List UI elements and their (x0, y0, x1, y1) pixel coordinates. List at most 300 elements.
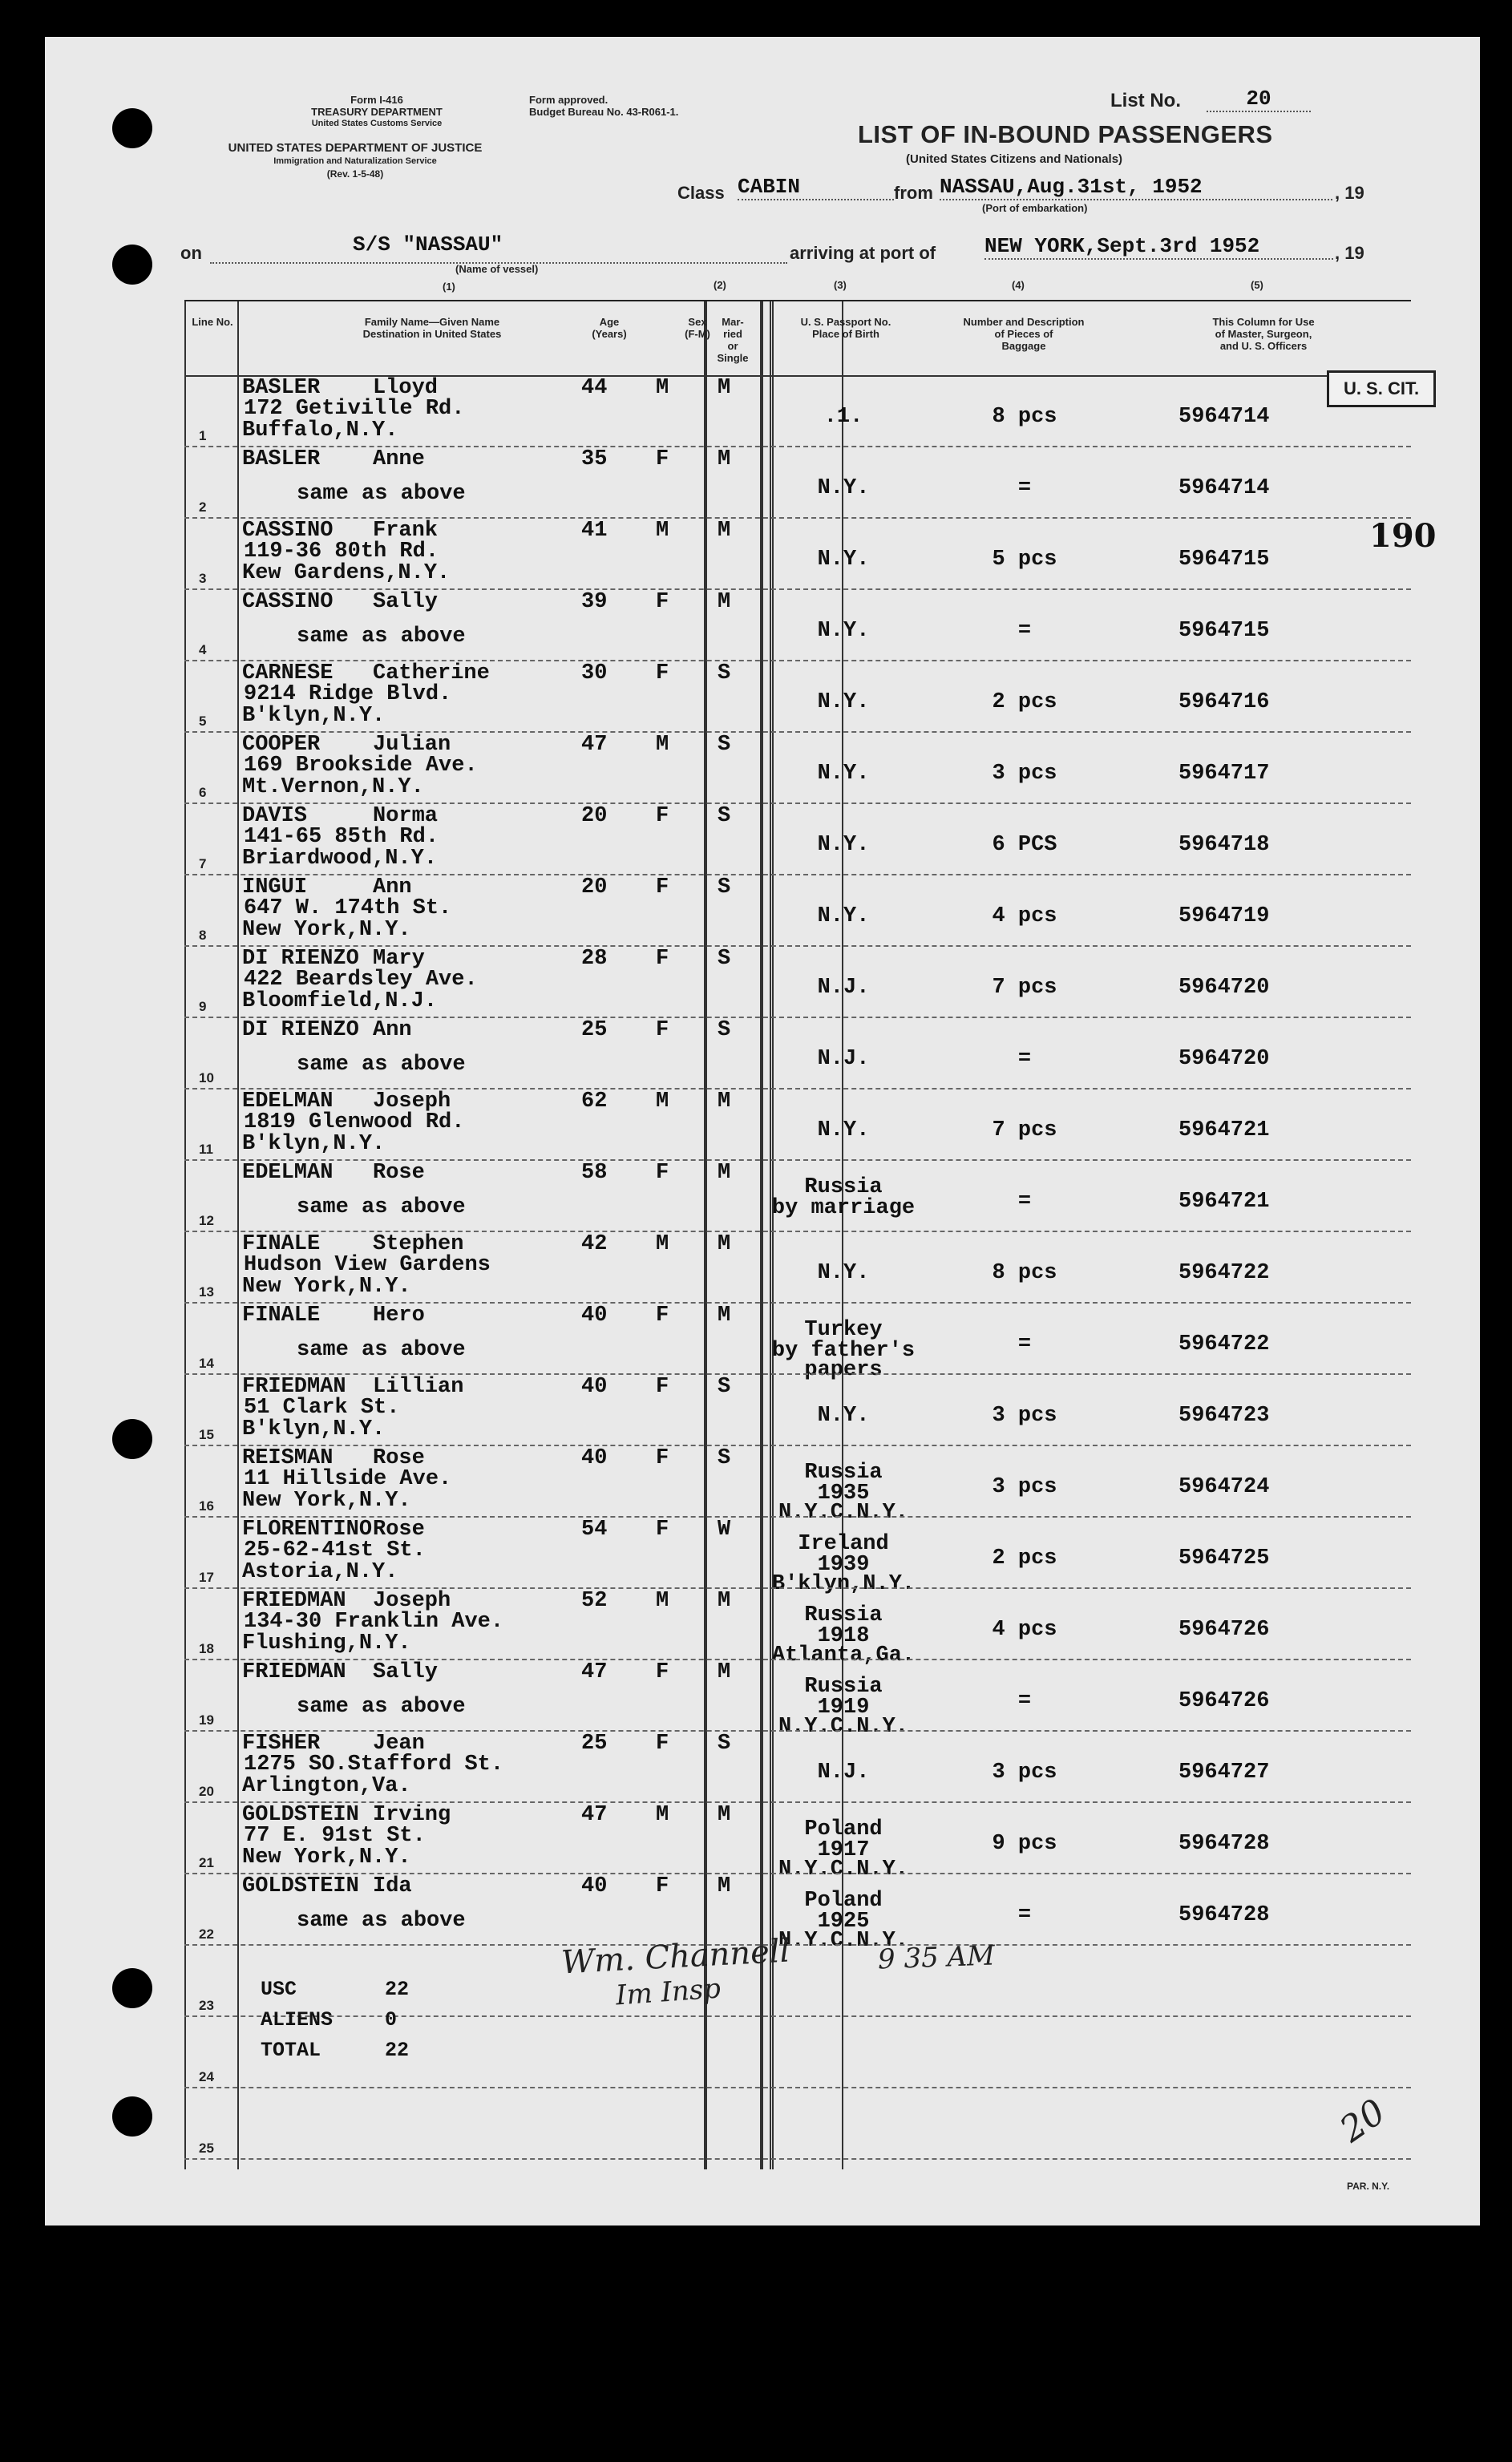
table-row (184, 1303, 1411, 1382)
total-value: 22 (385, 2039, 410, 2062)
cell-code: 5964728 (1178, 1903, 1270, 1927)
cell-code: 5964723 (1178, 1404, 1270, 1428)
cell-addr2: Arlington,Va. (242, 1774, 411, 1798)
line-number: 8 (199, 928, 207, 943)
cell-given: Joseph (373, 1589, 451, 1613)
cell-code: 5964726 (1178, 1618, 1270, 1642)
cell-addr2: Astoria,N.Y. (242, 1560, 398, 1584)
table-row (184, 1731, 1411, 1802)
cell-birth1: Russia (804, 1603, 883, 1627)
row-rule (184, 1944, 1411, 1946)
cell-age: 47 (581, 1660, 608, 1684)
cell-ms: M (718, 519, 731, 543)
cell-birth1: .1. (823, 405, 863, 429)
cell-addr1: same as above (297, 1338, 466, 1362)
cell-sex: F (656, 1018, 669, 1042)
cell-birth3: N.Y.C.N.Y. (778, 1929, 909, 1953)
cell-given: Julian (373, 733, 451, 757)
us-citizen-stamp: U. S. CIT. (1327, 370, 1436, 407)
col-num-3: (3) (834, 279, 847, 291)
class-label: Class (677, 183, 725, 203)
cell-surname: FRIEDMAN (242, 1589, 346, 1613)
cell-birth1: N.Y. (817, 1118, 870, 1142)
cell-ms: W (718, 1518, 731, 1542)
cell-addr1: same as above (297, 482, 466, 506)
cell-age: 52 (581, 1589, 608, 1613)
cell-code: 5964724 (1178, 1475, 1270, 1499)
line-number: 20 (199, 1784, 214, 1799)
cell-birth2: 1925 (817, 1910, 870, 1934)
cell-code: 5964720 (1178, 976, 1270, 1000)
cell-birth3: Atlanta,Ga. (771, 1643, 916, 1668)
cell-birth2: 1918 (817, 1624, 870, 1648)
punch-hole (112, 2096, 152, 2137)
list-no-label: List No. (1110, 90, 1181, 111)
totals-values (385, 1975, 409, 2066)
cell-given: Catherine (373, 661, 490, 685)
cell-ms: M (718, 1660, 731, 1684)
cell-birth3: N.Y.C.N.Y. (778, 1501, 909, 1525)
cell-age: 20 (581, 875, 608, 899)
customs-service: United States Customs Service (311, 119, 443, 128)
cell-addr1: 1819 Glenwood Rd. (244, 1110, 465, 1134)
line-number: 17 (199, 1570, 214, 1585)
column-header-married: Mar- ried or Single (717, 316, 749, 364)
cell-surname: DI RIENZO (242, 1018, 359, 1042)
cell-surname: FRIEDMAN (242, 1375, 346, 1399)
cell-bag: 2 pcs (992, 690, 1057, 714)
cell-bag: 7 pcs (992, 1118, 1057, 1142)
cell-given: Ida (373, 1874, 412, 1898)
document-title: LIST OF IN-BOUND PASSENGERS (858, 120, 1273, 148)
cell-sex: F (656, 1732, 669, 1756)
table-row (184, 1160, 1411, 1231)
line-number: 4 (199, 642, 207, 657)
cell-addr1: 119-36 80th Rd. (244, 540, 439, 564)
cell-age: 40 (581, 1304, 608, 1328)
cell-surname: GOLDSTEIN (242, 1803, 359, 1827)
cell-age: 40 (581, 1874, 608, 1898)
list-no-value: 20 (1207, 87, 1311, 112)
row-rule (184, 2087, 1411, 2088)
punch-hole (112, 245, 152, 285)
cell-birth1: Poland (804, 1817, 883, 1841)
line-number: 10 (199, 1070, 214, 1085)
cell-given: Ann (373, 875, 412, 899)
cell-age: 39 (581, 590, 608, 614)
row-rule (184, 2158, 1411, 2160)
cell-age: 47 (581, 1803, 608, 1827)
cell-addr1: same as above (297, 625, 466, 649)
cell-code: 5964717 (1178, 762, 1270, 786)
cell-given: Jean (373, 1732, 425, 1756)
cell-birth1: Russia (804, 1175, 883, 1199)
cell-ms: S (718, 1732, 731, 1756)
table-row (184, 803, 1411, 875)
cell-addr2: New York,N.Y. (242, 1489, 411, 1513)
cell-bag: 4 pcs (992, 1618, 1057, 1642)
document-subtitle: (United States Citizens and Nationals) (906, 152, 1123, 166)
cell-given: Frank (373, 519, 439, 543)
cell-surname: COOPER (242, 733, 321, 757)
cell-bag: = (1017, 619, 1032, 643)
cell-birth1: Russia (804, 1675, 883, 1699)
cell-addr1: 11 Hillside Ave. (244, 1467, 452, 1491)
table-row (184, 1445, 1411, 1525)
cell-given: Irving (373, 1803, 451, 1827)
cell-surname: FINALE (242, 1232, 321, 1256)
cell-addr1: 422 Beardsley Ave. (244, 968, 478, 992)
line-number: 15 (199, 1427, 214, 1442)
cell-bag: 3 pcs (992, 1761, 1057, 1785)
cell-code: 5964720 (1178, 1047, 1270, 1071)
cell-sex: M (656, 1589, 669, 1613)
table-row (184, 1231, 1411, 1303)
column-header-line: Line No. (192, 316, 233, 328)
cell-addr2: Briardwood,N.Y. (242, 847, 438, 871)
cell-sex: M (656, 1232, 669, 1256)
line-number: 9 (199, 999, 207, 1014)
cell-sex: F (656, 1518, 669, 1542)
cell-code: 5964718 (1178, 833, 1270, 857)
cell-ms: M (718, 590, 731, 614)
cell-sex: F (656, 1161, 669, 1185)
year-suffix-1: , 19 (1335, 183, 1364, 203)
treasury-dept: TREASURY DEPARTMENT (311, 106, 443, 118)
cell-code: 5964722 (1178, 1332, 1270, 1356)
inspector-signature: Wm. Channell (560, 1932, 791, 1982)
cell-ms: S (718, 875, 731, 899)
line-number: 14 (199, 1356, 214, 1371)
cell-ms: M (718, 376, 731, 400)
col-num-1: (1) (443, 281, 455, 293)
cell-addr2: New York,N.Y. (242, 1845, 411, 1870)
cell-addr2: B'klyn,N.Y. (242, 1417, 386, 1441)
cell-birth1: Poland (804, 1889, 883, 1913)
cell-addr1: Hudson View Gardens (244, 1253, 491, 1277)
column-header-officers: This Column for Use of Master, Surgeon, and U. S. Officers (1212, 316, 1315, 352)
cell-ms: M (718, 1161, 731, 1185)
cell-addr2: Kew Gardens,N.Y. (242, 561, 451, 585)
cell-addr1: 172 Getiville Rd. (244, 397, 465, 421)
cell-given: Anne (373, 447, 425, 471)
cell-age: 62 (581, 1090, 608, 1114)
cell-ms: M (718, 1589, 731, 1613)
cell-code: 5964722 (1178, 1261, 1270, 1285)
usc-label: USC (261, 1978, 297, 2001)
cell-birth1: N.Y. (817, 690, 870, 714)
table-row (184, 1588, 1411, 1668)
table-row (184, 875, 1411, 946)
class-value: CABIN (738, 175, 894, 200)
cell-ms: S (718, 1446, 731, 1470)
cell-addr1: 647 W. 174th St. (244, 896, 452, 920)
cell-surname: FLORENTINO (242, 1518, 373, 1542)
cell-age: 58 (581, 1161, 608, 1185)
cell-birth2: by father's (771, 1339, 916, 1363)
cell-birth2: 1919 (817, 1696, 870, 1720)
cell-surname: CASSINO (242, 590, 334, 614)
cell-bag: 5 pcs (992, 548, 1057, 572)
cell-addr2: B'klyn,N.Y. (242, 1132, 386, 1156)
table-row (184, 1517, 1411, 1596)
line-number: 7 (199, 856, 207, 871)
column-header-passport: U. S. Passport No. Place of Birth (800, 316, 891, 340)
cell-code: 5964714 (1178, 405, 1270, 429)
cell-age: 42 (581, 1232, 608, 1256)
totals-labels (261, 1975, 333, 2066)
cell-given: Joseph (373, 1090, 451, 1114)
cell-birth1: N.Y. (817, 833, 870, 857)
punch-hole (112, 1968, 152, 2008)
cell-addr1: same as above (297, 1909, 466, 1933)
cell-birth1: N.Y. (817, 476, 870, 500)
cell-bag: 4 pcs (992, 904, 1057, 928)
cell-age: 25 (581, 1732, 608, 1756)
cell-code: 5964715 (1178, 548, 1270, 572)
cell-surname: CASSINO (242, 519, 334, 543)
cell-given: Hero (373, 1304, 425, 1328)
cell-surname: GOLDSTEIN (242, 1874, 359, 1898)
cell-code: 5964716 (1178, 690, 1270, 714)
cell-addr1: same as above (297, 1195, 466, 1219)
cell-code: 5964728 (1178, 1832, 1270, 1856)
cell-age: 44 (581, 376, 608, 400)
cell-given: Stephen (373, 1232, 464, 1256)
cell-surname: REISMAN (242, 1446, 334, 1470)
cell-addr1: same as above (297, 1053, 466, 1077)
usc-value: 22 (385, 1978, 410, 2001)
cell-birth3: N.Y.C.N.Y. (778, 1858, 909, 1882)
cell-birth1: N.Y. (817, 1404, 870, 1428)
cell-birth1: N.J. (817, 976, 870, 1000)
cell-birth1: N.Y. (817, 904, 870, 928)
cell-code: 5964725 (1178, 1546, 1270, 1571)
cell-surname: FRIEDMAN (242, 1660, 346, 1684)
cell-sex: F (656, 1874, 669, 1898)
passenger-table (184, 300, 1411, 2169)
cell-birth2: 1917 (817, 1838, 870, 1862)
justice-dept: UNITED STATES DEPARTMENT OF JUSTICE (228, 141, 483, 155)
cell-addr2: Mt.Vernon,N.Y. (242, 775, 424, 799)
cell-age: 20 (581, 804, 608, 828)
column-header-age: Age (Years) (592, 316, 627, 340)
total-label: TOTAL (261, 2039, 321, 2062)
cell-given: Lillian (373, 1375, 464, 1399)
cell-surname: FINALE (242, 1304, 321, 1328)
cell-birth2: 1939 (817, 1553, 870, 1577)
cell-sex: F (656, 1446, 669, 1470)
cell-bag: 9 pcs (992, 1832, 1057, 1856)
cell-ms: S (718, 1375, 731, 1399)
cell-birth1: N.Y. (817, 1261, 870, 1285)
line-number: 2 (199, 499, 207, 515)
cell-age: 40 (581, 1446, 608, 1470)
cell-bag: = (1017, 1689, 1032, 1713)
line-number: 16 (199, 1498, 214, 1514)
cell-age: 30 (581, 661, 608, 685)
cell-surname: INGUI (242, 875, 308, 899)
line-number: 12 (199, 1213, 214, 1228)
column-header-name: Family Name—Given Name Destination in United States (362, 316, 502, 340)
cell-addr1: 141-65 85th Rd. (244, 825, 439, 849)
cell-addr2: New York,N.Y. (242, 918, 411, 942)
cell-age: 47 (581, 733, 608, 757)
cell-ms: M (718, 1304, 731, 1328)
table-row (184, 1802, 1411, 1882)
aliens-label: ALIENS (261, 2008, 334, 2031)
line-number: 22 (199, 1926, 214, 1942)
from-label: from (894, 183, 933, 203)
page-mark: 20 (1332, 2091, 1393, 2151)
cell-addr2: B'klyn,N.Y. (242, 704, 386, 728)
page-number: 190 (1369, 517, 1437, 555)
cell-ms: S (718, 733, 731, 757)
cell-sex: F (656, 661, 669, 685)
cell-addr2: Bloomfield,N.J. (242, 989, 438, 1013)
cell-ms: S (718, 1018, 731, 1042)
cell-bag: 3 pcs (992, 1475, 1057, 1499)
row-rule (184, 2015, 1411, 2017)
table-row (184, 946, 1411, 1017)
form-id-block (241, 94, 513, 130)
cell-age: 35 (581, 447, 608, 471)
cell-ms: S (718, 947, 731, 971)
column-header-sex: Sex (F-M) (685, 316, 710, 340)
cell-birth3: N.Y.C.N.Y. (778, 1715, 909, 1739)
cell-surname: EDELMAN (242, 1090, 334, 1114)
cell-sex: F (656, 875, 669, 899)
cell-code: 5964714 (1178, 476, 1270, 500)
cell-bag: = (1017, 476, 1032, 500)
table-row (184, 1660, 1411, 1739)
line-number: 23 (199, 1998, 214, 2013)
cell-sex: M (656, 376, 669, 400)
cell-surname: FISHER (242, 1732, 321, 1756)
cell-bag: 8 pcs (992, 405, 1057, 429)
cell-addr1: same as above (297, 1695, 466, 1719)
cell-age: 54 (581, 1518, 608, 1542)
table-row (184, 375, 1411, 447)
revision: (Rev. 1-5-48) (326, 168, 384, 180)
cell-sex: F (656, 804, 669, 828)
col-num-4: (4) (1012, 279, 1025, 291)
ins-service: Immigration and Naturalization Service (273, 156, 437, 166)
arriving-label: arriving at port of (790, 243, 936, 263)
cell-age: 25 (581, 1018, 608, 1042)
cell-given: Ann (373, 1018, 412, 1042)
cell-birth1: N.J. (817, 1047, 870, 1071)
table-row (184, 732, 1411, 803)
cell-given: Sally (373, 1660, 439, 1684)
cell-birth1: Turkey (804, 1318, 883, 1342)
cell-code: 5964715 (1178, 619, 1270, 643)
line-number: 21 (199, 1855, 214, 1870)
cell-sex: M (656, 1090, 669, 1114)
from-value: NASSAU,Aug.31st, 1952 (940, 175, 1332, 200)
cell-birth2: by marriage (771, 1196, 916, 1220)
cell-addr1: 9214 Ridge Blvd. (244, 682, 452, 706)
form-number: Form I-416 (350, 94, 403, 106)
cell-addr2: New York,N.Y. (242, 1275, 411, 1299)
cell-bag: 3 pcs (992, 1404, 1057, 1428)
line-number: 5 (199, 714, 207, 729)
table-row (184, 1374, 1411, 1445)
cell-ms: M (718, 447, 731, 471)
vessel-caption: (Name of vessel) (455, 263, 539, 275)
cell-sex: M (656, 519, 669, 543)
cell-bag: 3 pcs (992, 762, 1057, 786)
cell-bag: 8 pcs (992, 1261, 1057, 1285)
cell-code: 5964719 (1178, 904, 1270, 928)
aliens-value: 0 (385, 2008, 398, 2031)
cell-code: 5964726 (1178, 1689, 1270, 1713)
cell-code: 5964721 (1178, 1190, 1270, 1214)
cell-code: 5964727 (1178, 1761, 1270, 1785)
approval-block (529, 94, 678, 118)
table-row (184, 1874, 1411, 1953)
table-row (184, 661, 1411, 732)
year-suffix-2: , 19 (1335, 243, 1364, 263)
cell-ms: M (718, 1803, 731, 1827)
cell-surname: EDELMAN (242, 1161, 334, 1185)
cell-sex: M (656, 733, 669, 757)
table-row (184, 1017, 1411, 1089)
line-number: 19 (199, 1712, 214, 1728)
on-label: on (180, 243, 202, 263)
cell-surname: CARNESE (242, 661, 334, 685)
cell-age: 40 (581, 1375, 608, 1399)
cell-given: Rose (373, 1518, 425, 1542)
col-num-5: (5) (1251, 279, 1263, 291)
cell-addr1: 169 Brookside Ave. (244, 754, 478, 778)
column-header-baggage: Number and Description of Pieces of Baggage (963, 316, 1085, 352)
cell-birth3: papers (804, 1358, 883, 1382)
line-number: 11 (199, 1142, 213, 1157)
cell-age: 28 (581, 947, 608, 971)
cell-ms: M (718, 1090, 731, 1114)
cell-birth3: B'klyn,N.Y. (771, 1572, 916, 1596)
cell-given: Rose (373, 1446, 425, 1470)
line-number: 13 (199, 1284, 214, 1300)
cell-ms: M (718, 1874, 731, 1898)
line-number: 6 (199, 785, 207, 800)
cell-bag: = (1017, 1047, 1032, 1071)
cell-addr1: 51 Clark St. (244, 1396, 400, 1420)
cell-surname: DAVIS (242, 804, 308, 828)
cell-sex: F (656, 590, 669, 614)
cell-bag: = (1017, 1190, 1032, 1214)
cell-addr1: 1275 SO.Stafford St. (244, 1753, 504, 1777)
arrival-value: NEW YORK,Sept.3rd 1952 (984, 234, 1333, 260)
line-number: 24 (199, 2069, 214, 2084)
form-approved: Form approved. (529, 94, 608, 106)
line-number: 3 (199, 571, 207, 586)
cell-given: Lloyd (373, 376, 439, 400)
cell-sex: F (656, 1660, 669, 1684)
cell-addr2: Flushing,N.Y. (242, 1631, 411, 1655)
cell-ms: S (718, 804, 731, 828)
printer-mark: PAR. N.Y. (1347, 2181, 1390, 2192)
line-number: 1 (199, 428, 207, 443)
line-number: 18 (199, 1641, 214, 1656)
cell-bag: 6 PCS (992, 833, 1057, 857)
cell-bag: 7 pcs (992, 976, 1057, 1000)
inspection-time: 9 35 AM (877, 1939, 996, 1976)
cell-surname: BASLER (242, 376, 321, 400)
vessel-name: S/S "NASSAU" (353, 232, 503, 257)
embarkation-caption: (Port of embarkation) (982, 202, 1088, 214)
